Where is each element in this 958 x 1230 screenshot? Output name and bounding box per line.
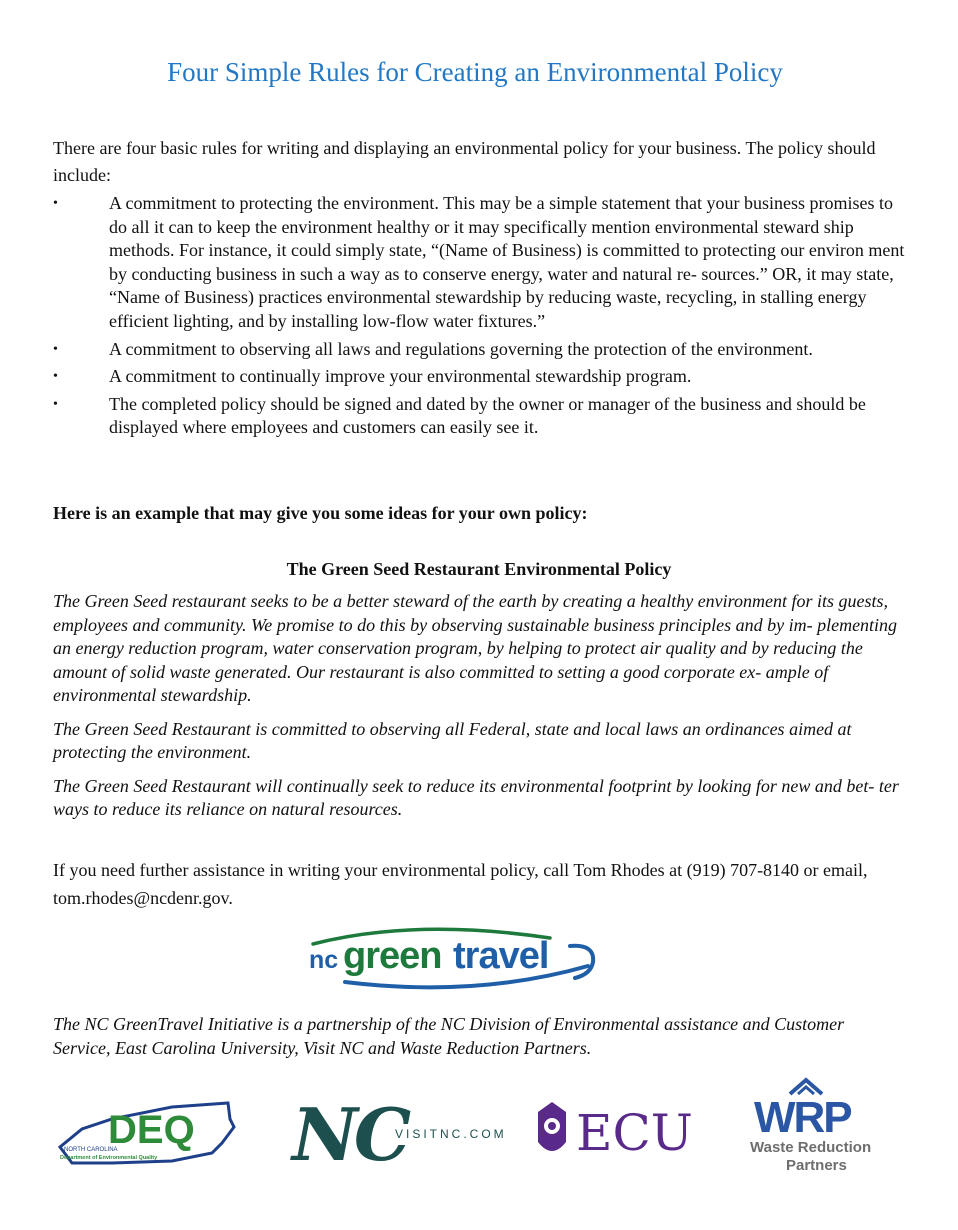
contact-paragraph: If you need further assistance in writing your environmental policy, call Tom Rhodes at (919) 707-8140 or email, tom.rhodes@ncdenr.gov. — [53, 860, 868, 908]
policy-title: The Green Seed Restaurant Environmental Policy — [286, 559, 672, 579]
page-title: Four Simple Rules for Creating an Environmental Policy — [167, 57, 783, 87]
partner-logos — [0, 1072, 950, 1182]
ecu-logo — [532, 1094, 702, 1164]
rule-item: • The completed policy should be signed and dated by the owner or manager of the business and should be displayed where employees and customers can easily see it. — [53, 393, 908, 440]
rule-item: • A commitment to continually improve your environmental stewardship program. — [53, 365, 908, 389]
wrp-logo — [748, 1076, 904, 1176]
rules-list — [53, 192, 908, 444]
policy-body — [53, 590, 908, 832]
wrp-line1-text: Waste Reduction — [750, 1139, 872, 1156]
logo-green-text: green — [343, 935, 442, 977]
partnership-paragraph: The NC GreenTravel Initiative is a partnership of the NC Division of Environmental assistance and Customer Service, East Carolina University, Visit NC and Waste Reduction Partners. — [53, 1014, 845, 1058]
visitnc-url-text: VISITNC.COM — [395, 1127, 507, 1141]
rule-item: • A commitment to protecting the environment. This may be a simple statement that your business promises to do all it can to keep the environment healthy or it may specifically mention environmental steward ship methods. For instance, it could simply state, “(Name of Business) is committed to protecting our environ ment by conducting business in such a way as to conserve energy, water and natural re- sources.” OR, it may state, “Name of Business) practices environmental stewardship by reducing waste, recycling, in stalling energy efficient lighting, and by installing low-flow water fixtures.” — [53, 192, 908, 334]
wrp-main-text: WRP — [754, 1093, 851, 1142]
policy-paragraph: The Green Seed Restaurant is committed to observing all Federal, state and local laws an ordinances aimed at protecting the environment. — [53, 718, 852, 762]
deq-main-text: DEQ — [108, 1108, 195, 1152]
example-lead: Here is an example that may give you some ideas for your own policy: — [53, 503, 588, 523]
policy-paragraph: The Green Seed restaurant seeks to be a better steward of the earth by creating a healthy environment for its guests, employees and community. We promise to do this by observing sustainable business principles and by im- plementing an energy reduction program, water conservation program, by helping to protect air quality and by reducing the amount of solid waste generated. Our restaurant is also committed to setting a good corporate ex- ample of environmental stewardship. — [53, 591, 898, 705]
intro-paragraph: There are four basic rules for writing and displaying an environmental policy for your business. The policy should include: — [53, 138, 876, 185]
wrp-line2-text: Partners — [786, 1157, 847, 1174]
deq-logo — [52, 1097, 238, 1171]
visitnc-mark: NC — [292, 1092, 408, 1177]
deq-dept-text: Department of Environmental Quality — [60, 1155, 158, 1161]
visitnc-logo — [292, 1092, 507, 1177]
rule-item: • A commitment to observing all laws and regulations governing the protection of the environment. — [53, 338, 908, 362]
logo-nc-text: nc — [309, 946, 339, 974]
nc-green-travel-logo — [305, 922, 605, 992]
logo-travel-text: travel — [453, 935, 549, 977]
deq-state-text: NORTH CAROLINA — [64, 1147, 118, 1153]
policy-paragraph: The Green Seed Restaurant will continually seek to reduce its environmental footprint by looking for new and bet- ter ways to reduce its reliance on natural resources. — [53, 775, 899, 819]
ecu-text: ECU — [576, 1104, 693, 1162]
